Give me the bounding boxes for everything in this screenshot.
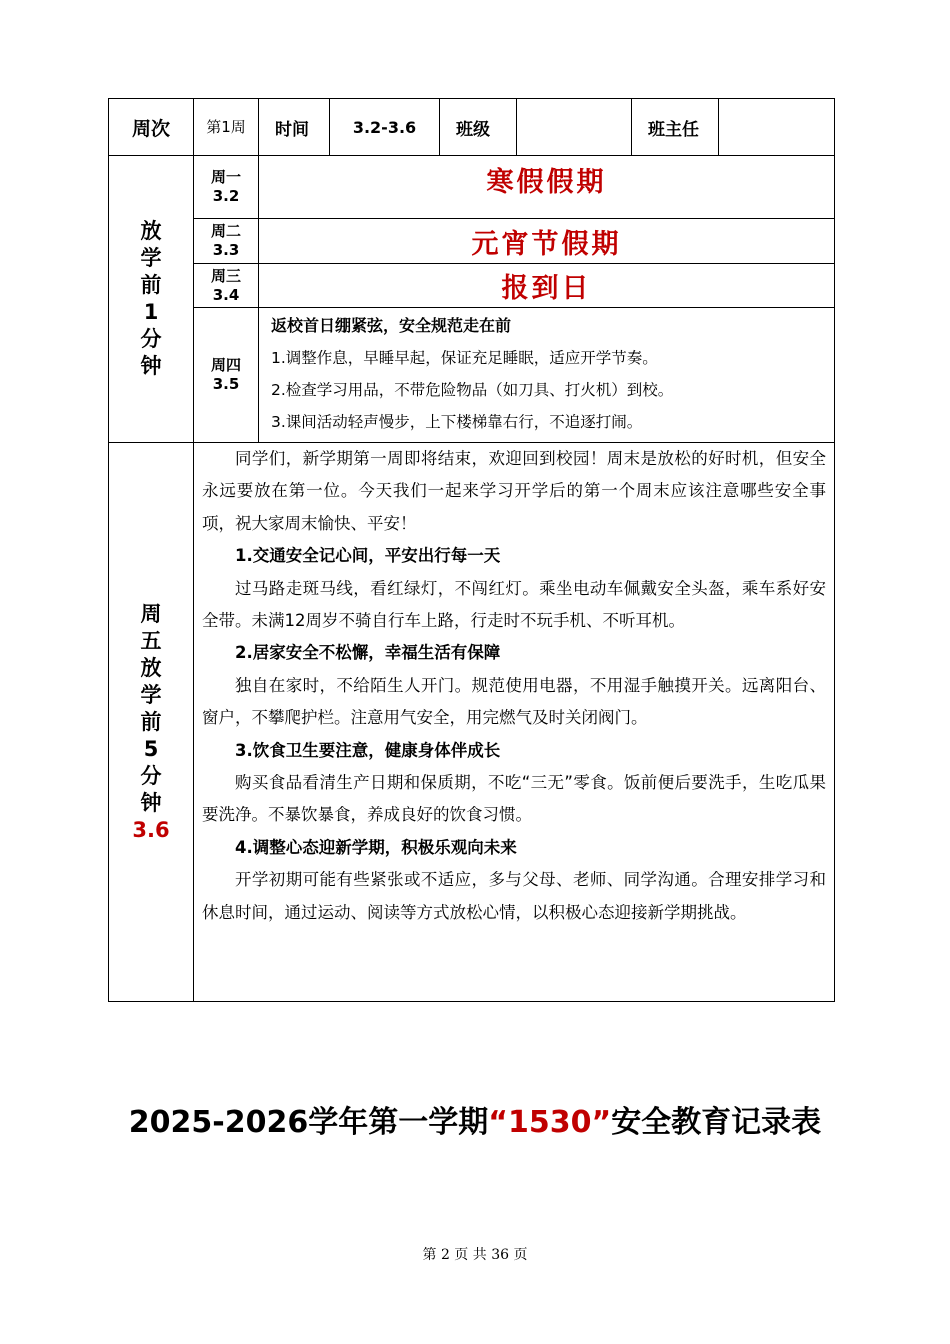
label-char: 钟 — [140, 790, 162, 815]
thursday-cell — [194, 308, 259, 443]
label-char: 1 — [143, 300, 159, 324]
section-title: 4.调整心态迎新学期，积极乐观向未来 — [235, 837, 517, 857]
time-value: 3.2-3.6 — [330, 99, 440, 156]
monday-cell — [194, 156, 259, 219]
label-char: 放 — [140, 219, 162, 243]
title-quote: “1530” — [488, 1105, 612, 1140]
wednesday-row — [109, 264, 835, 308]
label-char: 放 — [140, 655, 162, 680]
day-name: 周二 — [210, 222, 241, 240]
label-char: 学 — [140, 246, 162, 270]
tuesday-content: 元宵节假期 — [259, 219, 835, 264]
label-char: 周 — [140, 601, 162, 626]
section-body: 过马路走斑马线，看红绿灯，不闯红灯。乘坐电动车佩戴安全头盔，乘车系好安全带。未满12周岁不骑自行车上路，行走时不玩手机、不听耳机。 — [202, 578, 826, 631]
section-title: 2.居家安全不松懈，幸福生活有保障 — [235, 643, 501, 663]
label-char: 分 — [140, 763, 162, 788]
header-row — [109, 99, 835, 156]
time-label: 时间 — [259, 99, 330, 156]
week-label: 周次 — [109, 99, 194, 156]
label-char: 前 — [140, 273, 162, 297]
day-date: 3.2 — [212, 187, 240, 205]
tuesday-row — [109, 219, 835, 264]
wednesday-content: 报到日 — [259, 264, 835, 308]
thursday-item: 3.课间活动轻声慢步，上下楼梯靠右行，不追逐打闹。 — [271, 413, 643, 431]
friday-content — [194, 443, 835, 1002]
section-body: 开学初期可能有些紧张或不适应，多与父母、老师、同学沟通。合理安排学习和休息时间，通过运动、阅读等方式放松心情，以积极心态迎接新学期挑战。 — [202, 870, 826, 922]
section-title: 1.交通安全记心间，平安出行每一天 — [235, 546, 501, 566]
monday-content: 寒假假期 — [259, 156, 835, 219]
page-footer: 第 2 页 共 36 页 — [422, 1247, 528, 1263]
class-value — [517, 99, 632, 156]
safety-record-table — [108, 98, 835, 1002]
label-char: 分 — [140, 327, 162, 351]
day-date: 3.3 — [212, 241, 240, 259]
label-char: 学 — [140, 682, 162, 707]
day-name: 周三 — [210, 266, 241, 285]
title-prefix: 2025-2026学年第一学期 — [128, 1105, 489, 1140]
teacher-value — [719, 99, 835, 156]
thursday-item: 2.检查学习用品，不带危险物品（如刀具、打火机）到校。 — [271, 381, 674, 399]
day-date: 3.4 — [212, 285, 240, 304]
wednesday-cell — [194, 264, 259, 308]
day-name: 周一 — [210, 168, 241, 186]
section-title: 3.饮食卫生要注意，健康身体伴成长 — [235, 740, 501, 760]
thursday-title: 返校首日绷紧弦，安全规范走在前 — [271, 316, 512, 335]
label-char: 钟 — [140, 354, 162, 378]
friday-row — [109, 443, 835, 1002]
monday-row — [109, 156, 835, 219]
label-char: 五 — [140, 628, 162, 653]
label-char: 5 — [143, 736, 159, 761]
friday-section-label — [109, 443, 194, 1002]
daily-section-label — [109, 156, 194, 443]
day-name: 周四 — [210, 356, 241, 374]
friday-date: 3.6 — [132, 817, 170, 842]
section-body: 购买食品看清生产日期和保质期，不吃“三无”零食。饭前便后要洗手，生吃瓜果要洗净。不暴饮暴食，养成良好的饮食习惯。 — [202, 773, 826, 825]
title-suffix: 安全教育记录表 — [611, 1105, 822, 1140]
teacher-label: 班主任 — [632, 99, 719, 156]
thursday-content — [259, 308, 835, 443]
thursday-row — [109, 308, 835, 443]
thursday-item: 1.调整作息，早睡早起，保证充足睡眠，适应开学节奏。 — [271, 349, 658, 367]
tuesday-cell — [194, 219, 259, 264]
section-body: 独自在家时，不给陌生人开门。规范使用电器，不用湿手触摸开关。远离阳台、窗户，不攀爬护栏。注意用气安全，用完燃气及时关闭阀门。 — [202, 675, 826, 728]
friday-intro: 同学们，新学期第一周即将结束，欢迎回到校园！周末是放松的好时机，但安全永远要放在第一位。今天我们一起来学习开学后的第一个周末应该注意哪些安全事项，祝大家周末愉快、平安！ — [202, 449, 826, 533]
record-table-title — [0, 1097, 950, 1141]
label-char: 前 — [140, 709, 162, 734]
week-value: 第1周 — [194, 99, 259, 156]
class-label: 班级 — [440, 99, 517, 156]
day-date: 3.5 — [212, 375, 240, 393]
